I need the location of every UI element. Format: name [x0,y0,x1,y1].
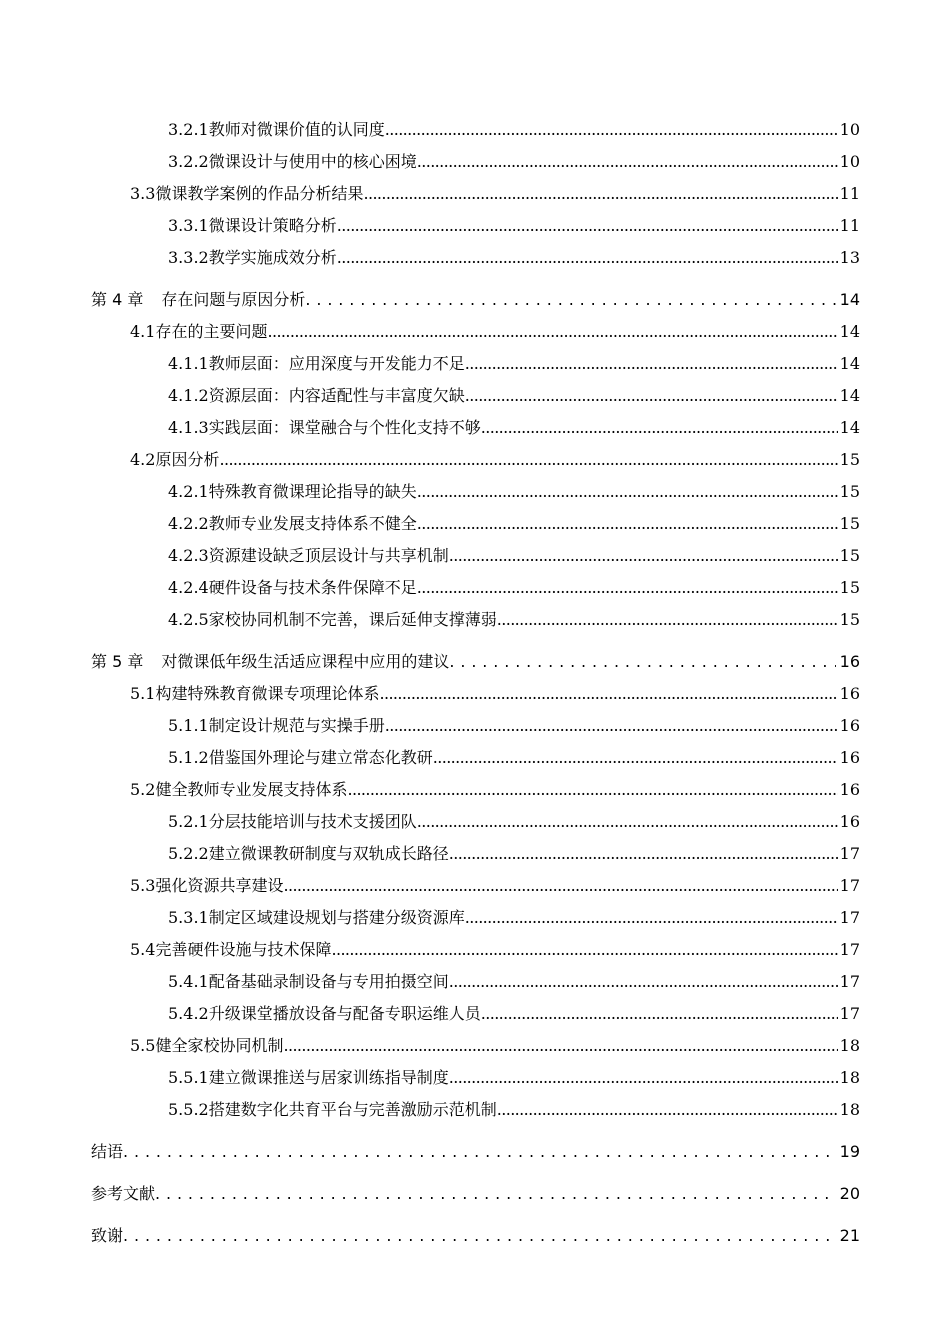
dot-leader [449,838,838,870]
toc-entry-page-number: 14 [839,354,860,373]
toc-entry[interactable] [0,572,950,604]
toc-entry-number: 3.3 [130,184,156,203]
toc-entry-number: 4.2.1 [168,482,209,501]
toc-entry[interactable] [0,210,950,242]
toc-entry-title: 对微课低年级生活适应课程中应用的建议 [161,652,450,671]
toc-entry-title: 制定区域建设规划与搭建分级资源库 [208,908,465,927]
toc-entry-title: 硬件设备与技术条件保障不足 [208,578,417,597]
toc-entry-page-number: 16 [839,716,860,735]
toc-entry-number: 5.3 [130,876,156,895]
toc-entry-title: 升级课堂播放设备与配备专职运维人员 [208,1004,481,1023]
toc-entry-page-number: 17 [839,844,860,863]
toc-entry-title: 资源建设缺乏顶层设计与共享机制 [208,546,449,565]
toc-entry[interactable] [0,316,950,348]
toc-entry[interactable] [0,1220,950,1252]
dot-leader [123,1136,836,1168]
toc-entry[interactable] [0,540,950,572]
dot-leader [497,1094,838,1126]
dot-leader [449,646,835,678]
dot-leader [449,966,838,998]
dot-leader [363,178,837,210]
dot-leader [449,1062,838,1094]
toc-entry-number: 4.1.2 [168,386,209,405]
dot-leader [417,806,838,838]
toc-entry[interactable] [0,146,950,178]
toc-entry-title: 家校协同机制不完善，课后延伸支撑薄弱 [208,610,497,629]
toc-entry-title: 建立微课教研制度与双轨成长路径 [208,844,449,863]
toc-entry-number: 4.2.2 [168,514,209,533]
toc-entry-number: 3.3.2 [168,248,209,267]
toc-entry-number: 4.1.1 [168,354,209,373]
toc-entry[interactable] [0,838,950,870]
toc-entry-title: 强化资源共享建设 [155,876,284,895]
dot-leader [497,604,838,636]
toc-entry-number: 5.5.2 [168,1100,209,1119]
toc-entry-page-number: 17 [839,876,860,895]
toc-entry[interactable] [0,178,950,210]
toc-entry-title: 教师专业发展支持体系不健全 [208,514,417,533]
toc-entry-number: 5.2.2 [168,844,209,863]
toc-entry-page-number: 21 [839,1226,860,1245]
toc-entry-title: 配备基础录制设备与专用拍摄空间 [208,972,449,991]
toc-entry-number: 5.2.1 [168,812,209,831]
dot-leader [449,540,838,572]
toc-entry-title: 教师对微课价值的认同度 [208,120,385,139]
toc-entry-page-number: 16 [839,684,860,703]
toc-entry-title: 完善硬件设施与技术保障 [155,940,332,959]
toc-entry-number: 3.2.1 [168,120,209,139]
toc-entry-number: 3.2.2 [168,152,209,171]
toc-entry-page-number: 20 [839,1184,860,1203]
toc-entry-number: 第 4 章 [91,290,144,309]
dot-leader [433,742,838,774]
toc-entry-page-number: 14 [839,322,860,341]
toc-entry-page-number: 17 [839,972,860,991]
toc-entry-page-number: 16 [839,780,860,799]
dot-leader [155,1178,836,1210]
toc-entry-number: 4.2.4 [168,578,209,597]
dot-leader [417,476,838,508]
dot-leader [465,348,838,380]
table-of-contents [0,114,950,1252]
dot-leader [379,678,837,710]
dot-leader [417,508,838,540]
toc-entry-title: 资源层面：内容适配性与丰富度欠缺 [208,386,465,405]
toc-entry-page-number: 18 [839,1100,860,1119]
toc-entry[interactable] [0,1136,950,1168]
toc-entry-title: 制定设计规范与实操手册 [208,716,385,735]
toc-entry-page-number: 14 [839,290,860,309]
toc-entry-number: 5.2 [130,780,156,799]
toc-entry[interactable] [0,284,950,316]
toc-entry-title: 建立微课推送与居家训练指导制度 [208,1068,449,1087]
toc-entry-title: 参考文献 [91,1184,156,1203]
toc-entry-page-number: 15 [839,482,860,501]
toc-entry-number: 5.4 [130,940,156,959]
toc-entry-page-number: 16 [839,652,860,671]
toc-entry-page-number: 10 [839,152,860,171]
toc-entry-title: 教学实施成效分析 [208,248,337,267]
toc-entry-page-number: 16 [839,748,860,767]
toc-entry-page-number: 15 [839,578,860,597]
dot-leader [417,572,838,604]
toc-entry-title: 微课设计策略分析 [208,216,337,235]
dot-leader [481,998,838,1030]
toc-entry[interactable] [0,1062,950,1094]
toc-entry-page-number: 18 [839,1068,860,1087]
toc-entry-title: 借鉴国外理论与建立常态化教研 [208,748,433,767]
toc-entry-number: 5.4.2 [168,1004,209,1023]
toc-entry-title: 健全教师专业发展支持体系 [155,780,348,799]
toc-entry-title: 构建特殊教育微课专项理论体系 [155,684,380,703]
dot-leader [331,934,837,966]
toc-entry-page-number: 10 [839,120,860,139]
toc-entry-number: 5.1.1 [168,716,209,735]
dot-leader [465,380,838,412]
toc-entry[interactable] [0,806,950,838]
toc-entry-number: 第 5 章 [91,652,144,671]
toc-entry[interactable] [0,348,950,380]
toc-entry-number: 4.2.5 [168,610,209,629]
toc-entry[interactable] [0,476,950,508]
toc-entry-title: 存在的主要问题 [155,322,268,341]
toc-entry-number: 3.3.1 [168,216,209,235]
toc-entry-page-number: 11 [839,184,860,203]
toc-entry-page-number: 15 [839,514,860,533]
toc-entry-page-number: 17 [839,908,860,927]
toc-entry-title: 微课教学案例的作品分析结果 [155,184,364,203]
dot-leader [305,284,835,316]
toc-entry-title: 原因分析 [155,450,220,469]
toc-entry-number: 4.2 [130,450,156,469]
dot-leader [347,774,837,806]
toc-entry[interactable] [0,380,950,412]
toc-entry[interactable] [0,444,950,476]
toc-entry[interactable] [0,710,950,742]
toc-entry-number: 5.1 [130,684,156,703]
dot-leader [267,316,837,348]
toc-entry-page-number: 13 [839,248,860,267]
toc-entry-title: 健全家校协同机制 [155,1036,284,1055]
toc-entry-page-number: 14 [839,418,860,437]
toc-entry-page-number: 16 [839,812,860,831]
toc-entry[interactable] [0,934,950,966]
toc-entry-number: 5.1.2 [168,748,209,767]
dot-leader [219,444,837,476]
toc-entry[interactable] [0,998,950,1030]
toc-entry[interactable] [0,902,950,934]
dot-leader [385,114,838,146]
toc-entry-number: 5.5 [130,1036,156,1055]
toc-entry-page-number: 17 [839,940,860,959]
dot-leader [465,902,838,934]
toc-entry[interactable] [0,870,950,902]
toc-entry-page-number: 14 [839,386,860,405]
toc-entry[interactable] [0,604,950,636]
toc-entry[interactable] [0,508,950,540]
toc-entry-page-number: 18 [839,1036,860,1055]
toc-entry-number: 4.1 [130,322,156,341]
dot-leader [337,210,838,242]
toc-entry-title: 教师层面：应用深度与开发能力不足 [208,354,465,373]
toc-entry-title: 致谢 [91,1226,124,1245]
toc-entry[interactable] [0,1178,950,1210]
toc-entry-number: 5.4.1 [168,972,209,991]
toc-entry-page-number: 17 [839,1004,860,1023]
toc-entry[interactable] [0,646,950,678]
dot-leader [417,146,838,178]
toc-entry-page-number: 15 [839,450,860,469]
toc-entry-page-number: 15 [839,546,860,565]
toc-entry[interactable] [0,678,950,710]
toc-entry-page-number: 19 [839,1142,860,1161]
toc-entry-number: 5.5.1 [168,1068,209,1087]
toc-entry-title: 特殊教育微课理论指导的缺失 [208,482,417,501]
toc-entry-title: 分层技能培训与技术支援团队 [208,812,417,831]
toc-entry-title: 存在问题与原因分析 [161,290,306,309]
dot-leader [337,242,838,274]
toc-entry[interactable] [0,114,950,146]
toc-entry-number: 4.2.3 [168,546,209,565]
dot-leader [123,1220,836,1252]
toc-entry-page-number: 15 [839,610,860,629]
toc-entry[interactable] [0,242,950,274]
toc-entry[interactable] [0,774,950,806]
toc-entry-title: 微课设计与使用中的核心困境 [208,152,417,171]
toc-entry-title: 实践层面：课堂融合与个性化支持不够 [208,418,481,437]
toc-entry[interactable] [0,412,950,444]
toc-entry-title: 结语 [91,1142,124,1161]
toc-entry[interactable] [0,742,950,774]
toc-entry-number: 5.3.1 [168,908,209,927]
toc-entry-page-number: 11 [839,216,860,235]
toc-entry-title: 搭建数字化共育平台与完善激励示范机制 [208,1100,497,1119]
toc-entry[interactable] [0,1030,950,1062]
dot-leader [481,412,838,444]
dot-leader [385,710,838,742]
toc-entry[interactable] [0,966,950,998]
dot-leader [283,1030,837,1062]
toc-entry-number: 4.1.3 [168,418,209,437]
dot-leader [283,870,837,902]
toc-entry[interactable] [0,1094,950,1126]
